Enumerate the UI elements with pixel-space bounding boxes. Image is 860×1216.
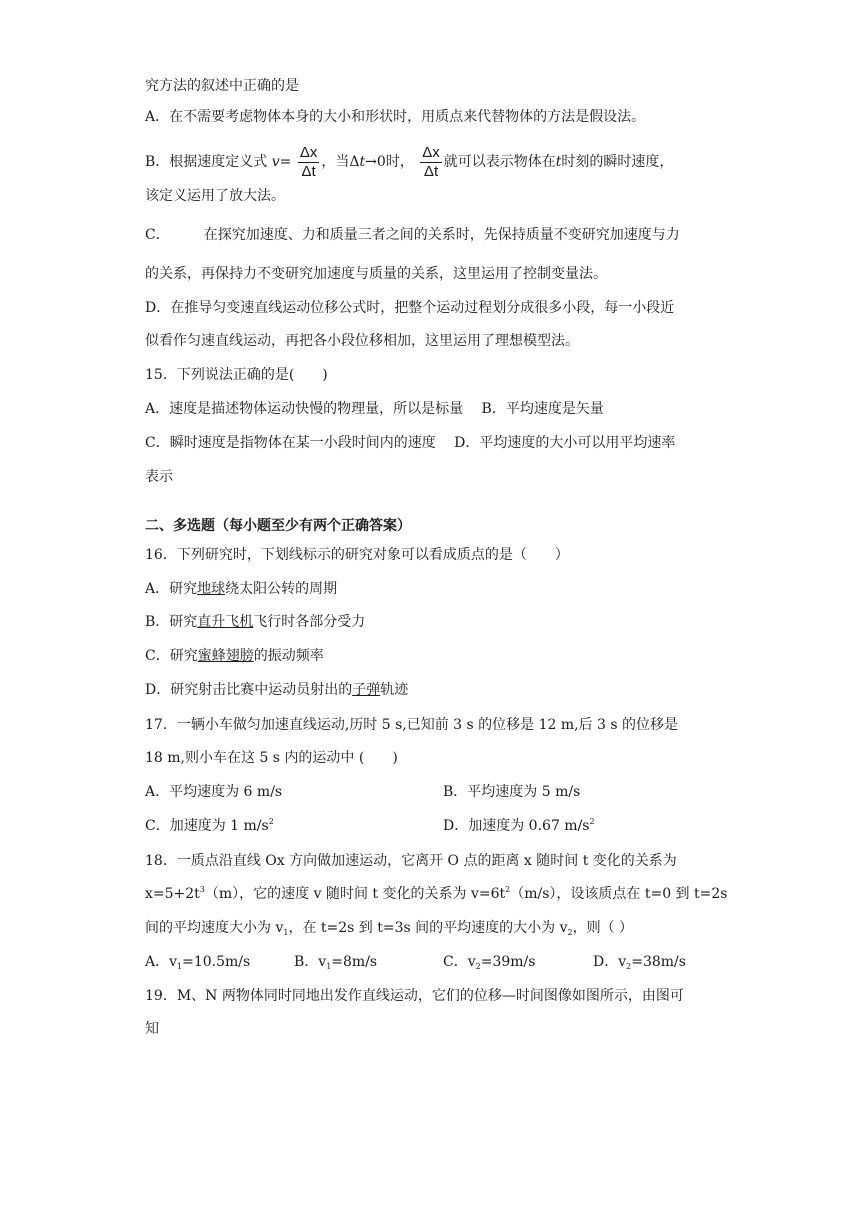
- q14-stem-continuation: 究方法的叙述中正确的是: [145, 78, 299, 94]
- superscript: 2: [589, 817, 595, 826]
- option-text: B．v: [294, 954, 327, 970]
- q15-option-d-continuation: 表示: [145, 469, 173, 485]
- option-value: =39m/s: [480, 954, 536, 970]
- q14-option-c-line2: 的关系，再保持力不变研究加速度与质量的关系，这里运用了控制变量法。: [145, 266, 607, 282]
- q14-option-d-line2: 似看作匀速直线运动，再把各小段位移相加，这里运用了理想模型法。: [145, 333, 579, 349]
- q15-options-ab: A．速度是描述物体运动快慢的物理量，所以是标量 B．平均速度是矢量: [145, 401, 604, 417]
- q17-option-d: [443, 816, 595, 838]
- q14-option-d-line1: D．在推导匀变速直线运动位移公式时，把整个运动过程划分成很多小段，每一小段近: [145, 300, 675, 316]
- option-suffix: 绕太阳公转的周期: [225, 581, 338, 597]
- option-value: =8m/s: [331, 954, 378, 970]
- fraction-numerator: Δx: [422, 143, 440, 161]
- option-text: D．加速度为 0.67 m/s: [443, 818, 590, 834]
- q14-b-text3: →0时，: [365, 154, 414, 170]
- q16-stem: 16．下列研究时，下划线标示的研究对象可以看成质点的是（ ）: [145, 547, 569, 563]
- option-suffix: 飞行时各部分受力: [253, 614, 366, 630]
- q14-c-label: C．: [145, 227, 170, 243]
- option-text: C．v: [443, 954, 476, 970]
- section-heading-multiple-choice: 二、多选题（每小题至少有两个正确答案）: [145, 518, 411, 534]
- subscript: 1: [326, 962, 332, 971]
- q14-b-eq: =: [279, 154, 292, 170]
- q19-stem-line1: 19．M、N 两物体同时同地出发作直线运动，它们的位移—时间图像如图所示，由图可: [145, 988, 684, 1004]
- q18-option-d: [593, 952, 686, 974]
- q16-option-a: [145, 579, 337, 599]
- superscript: 2: [505, 885, 511, 894]
- q18-option-b: [294, 952, 377, 974]
- option-value: =38m/s: [631, 954, 686, 970]
- q14-b-t: t: [359, 154, 366, 170]
- q17-stem-line1: 17．一辆小车做匀加速直线运动,历时 5 s,已知前 3 s 的位移是 12 m,后 3 s 的位移是: [145, 717, 679, 733]
- q14-option-a: A．在不需要考虑物体本身的大小和形状时，用质点来代替物体的方法是假设法。: [145, 109, 646, 125]
- q18-option-c: [443, 952, 535, 974]
- underlined-object: 地球: [197, 581, 226, 597]
- q14-option-b: [145, 140, 673, 184]
- equation-text: （m/s），设该质点在 t=0 到 t=2s: [510, 886, 728, 902]
- q16-option-b: [145, 612, 365, 632]
- q14-option-b-continuation: 该定义运用了放大法。: [145, 188, 285, 204]
- q18-stem-line1: 18．一质点沿直线 Ox 方向做加速运动，它离开 O 点的距离 x 随时间 t 变化的关系为: [145, 853, 677, 869]
- q17-stem-line2: 18 m,则小车在这 5 s 内的运动中 ( ): [145, 750, 398, 766]
- fraction-denominator: Δt: [423, 162, 439, 180]
- stem-text: ，则（ ）: [572, 920, 634, 936]
- q17-option-a: A．平均速度为 6 m/s: [145, 784, 283, 800]
- option-text: C．加速度为 1 m/s: [145, 818, 269, 834]
- q16-option-c: [145, 646, 324, 666]
- option-suffix: 的振动频率: [253, 648, 324, 664]
- underlined-object: 蜜蜂翅膀: [197, 648, 254, 664]
- q15-options-cd: C．瞬时速度是指物体在某一小段时间内的速度 D．平均速度的大小可以用平均速率: [145, 435, 676, 451]
- option-text: D．v: [593, 954, 627, 970]
- equation-text: （m），它的速度 v 随时间 t 变化的关系为 v=6t: [204, 886, 506, 902]
- subscript: 1: [177, 962, 183, 971]
- subscript: 2: [567, 928, 573, 937]
- fraction-numerator: Δx: [299, 143, 318, 161]
- q14-b-t2: t: [555, 154, 562, 170]
- q14-b-text2: ，当Δ: [321, 154, 360, 170]
- stem-text: 间的平均速度大小为 v: [145, 920, 284, 936]
- superscript: 2: [268, 817, 274, 826]
- q18-option-a: [145, 952, 250, 974]
- velocity-fraction-1: [298, 144, 320, 181]
- option-prefix: C．研究: [145, 648, 198, 664]
- q19-stem-line2: 知: [145, 1021, 159, 1037]
- q15-stem: 15．下列说法正确的是( ): [145, 367, 328, 383]
- stem-text: ，在 t=2s 到 t=3s 间的平均速度的大小为 v: [288, 920, 568, 936]
- q14-b-text4: 就可以表示物体在: [443, 154, 556, 170]
- subscript: 1: [283, 928, 289, 937]
- option-prefix: A．研究: [145, 581, 198, 597]
- subscript: 2: [626, 962, 632, 971]
- subscript: 2: [475, 962, 481, 971]
- option-prefix: B．研究: [145, 614, 198, 630]
- q17-option-c: [145, 816, 274, 838]
- q16-option-d: [145, 680, 408, 700]
- underlined-object: 直升飞机: [197, 614, 254, 630]
- q17-option-b: B．平均速度为 5 m/s: [443, 784, 581, 800]
- option-value: =10.5m/s: [182, 954, 251, 970]
- q14-b-text6: 时刻的瞬时速度，: [561, 154, 674, 170]
- equation-text: x=5+2t: [145, 886, 200, 902]
- q18-stem-line2: [145, 884, 727, 906]
- q14-b-v: v: [271, 154, 280, 170]
- underlined-object: 子弹: [352, 682, 381, 698]
- q18-stem-line3: [145, 918, 633, 940]
- q14-b-text1: B．根据速度定义式: [145, 154, 268, 170]
- fraction-denominator: Δt: [301, 162, 316, 180]
- option-prefix: D．研究射击比赛中运动员射出的: [145, 682, 353, 698]
- velocity-fraction-2: [420, 144, 442, 181]
- option-text: A．v: [145, 954, 178, 970]
- superscript: 3: [199, 885, 205, 894]
- q14-option-c-line1: [145, 225, 680, 245]
- option-suffix: 轨迹: [380, 682, 409, 698]
- q14-c-text1: 在探究加速度、力和质量三者之间的关系时，先保持质量不变研究加速度与力: [203, 227, 680, 243]
